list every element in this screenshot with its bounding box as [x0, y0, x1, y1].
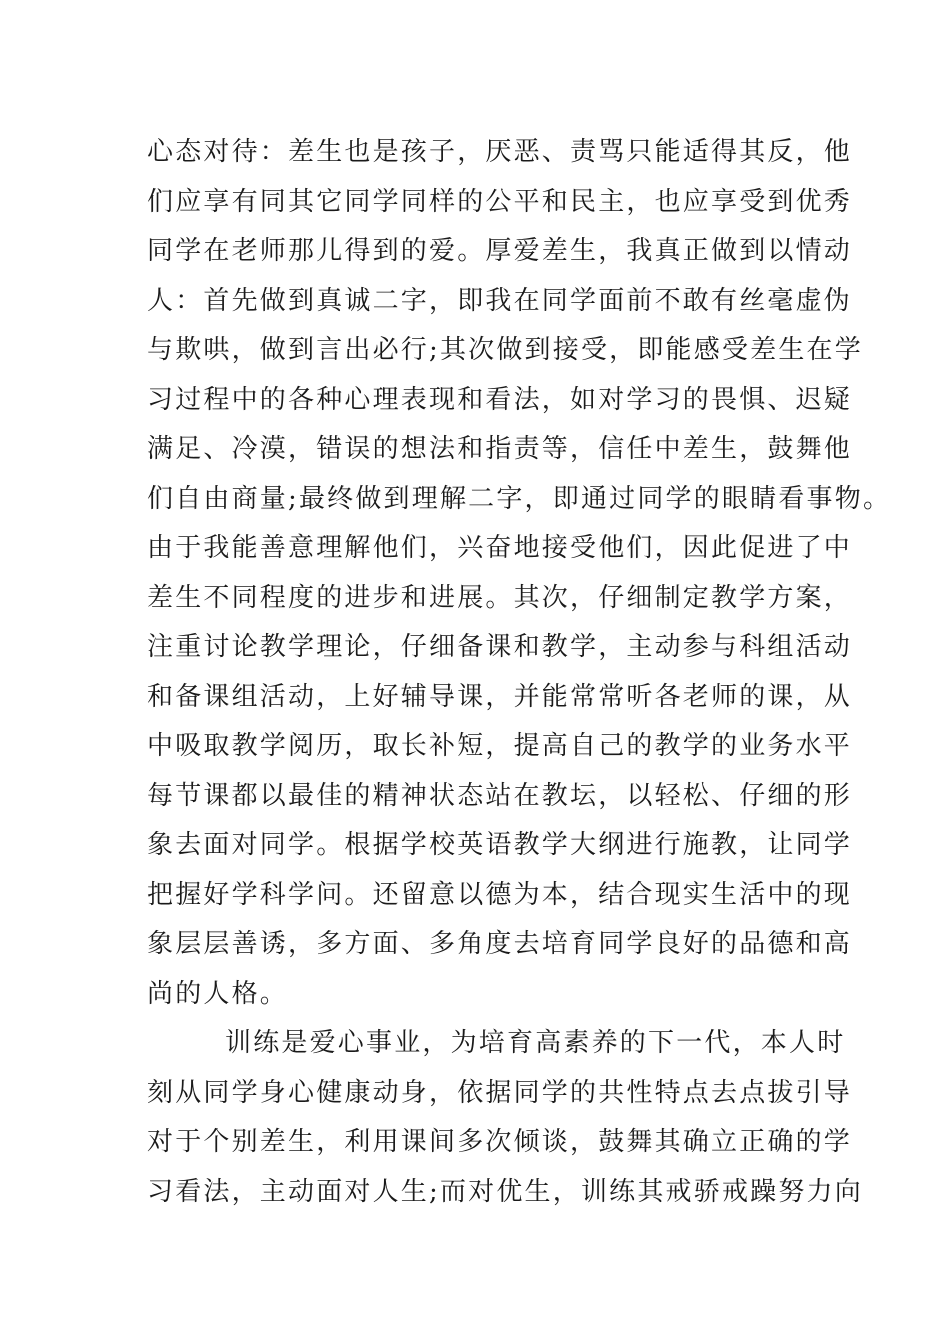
text-line-15: 象去面对同学。根据学校英语教学大纲进行施教，让同学: [147, 830, 853, 860]
text-line-12: 和备课组活动，上好辅导课，并能常常听各老师的课，从: [147, 681, 853, 712]
text-line-20: 刻从同学身心健康动身，依据同学的共性特点去点拔引导: [147, 1077, 853, 1108]
text-line-5: 与欺哄，做到言出必行;其次做到接受，即能感受差生在学: [147, 335, 863, 365]
text-line-9: 由于我能善意理解他们，兴奋地接受他们，因此促进了中: [147, 533, 853, 563]
text-line-1: 心态对待：差生也是孩子，厌恶、责骂只能适得其反，他: [147, 137, 853, 167]
text-line-13: 中吸取教学阅历，取长补短，提高自己的教学的业务水平: [147, 731, 853, 761]
paragraph-start-line: 训练是爱心事业，为培育高素养的下一代，本人时: [225, 1028, 846, 1058]
text-line-14: 每节课都以最佳的精神状态站在教坛，以轻松、仔细的形: [147, 780, 853, 811]
text-line-17: 象层层善诱，多方面、多角度去培育同学良好的品德和高: [147, 929, 853, 959]
text-line-4: 人：首先做到真诚二字，即我在同学面前不敢有丝毫虚伪: [147, 285, 853, 316]
text-line-16: 把握好学科学问。还留意以德为本，结合现实生活中的现: [147, 879, 853, 910]
body-text: [147, 128, 892, 1217]
text-line-22: 习看法，主动面对人生;而对优生，训练其戒骄戒躁努力向: [147, 1176, 863, 1207]
text-line-2: 们应享有同其它同学同样的公平和民主，也应享受到优秀: [147, 186, 853, 217]
text-line-21: 对于个别差生，利用课间多次倾谈，鼓舞其确立正确的学: [147, 1127, 853, 1157]
text-line-8: 们自由商量;最终做到理解二字，即通过同学的眼睛看事物。: [147, 483, 892, 514]
text-line-6: 习过程中的各种心理表现和看法，如对学习的畏惧、迟疑: [147, 384, 853, 415]
text-line-3: 同学在老师那儿得到的爱。厚爱差生，我真正做到以情动: [147, 236, 853, 266]
text-line-18: 尚的人格。: [147, 978, 289, 1009]
text-line-7: 满足、冷漠，错误的想法和指责等，信任中差生，鼓舞他: [147, 434, 853, 464]
text-line-10: 差生不同程度的进步和进展。其次，仔细制定教学方案，: [147, 582, 853, 613]
text-line-11: 注重讨论教学理论，仔细备课和教学，主动参与科组活动: [147, 632, 853, 662]
